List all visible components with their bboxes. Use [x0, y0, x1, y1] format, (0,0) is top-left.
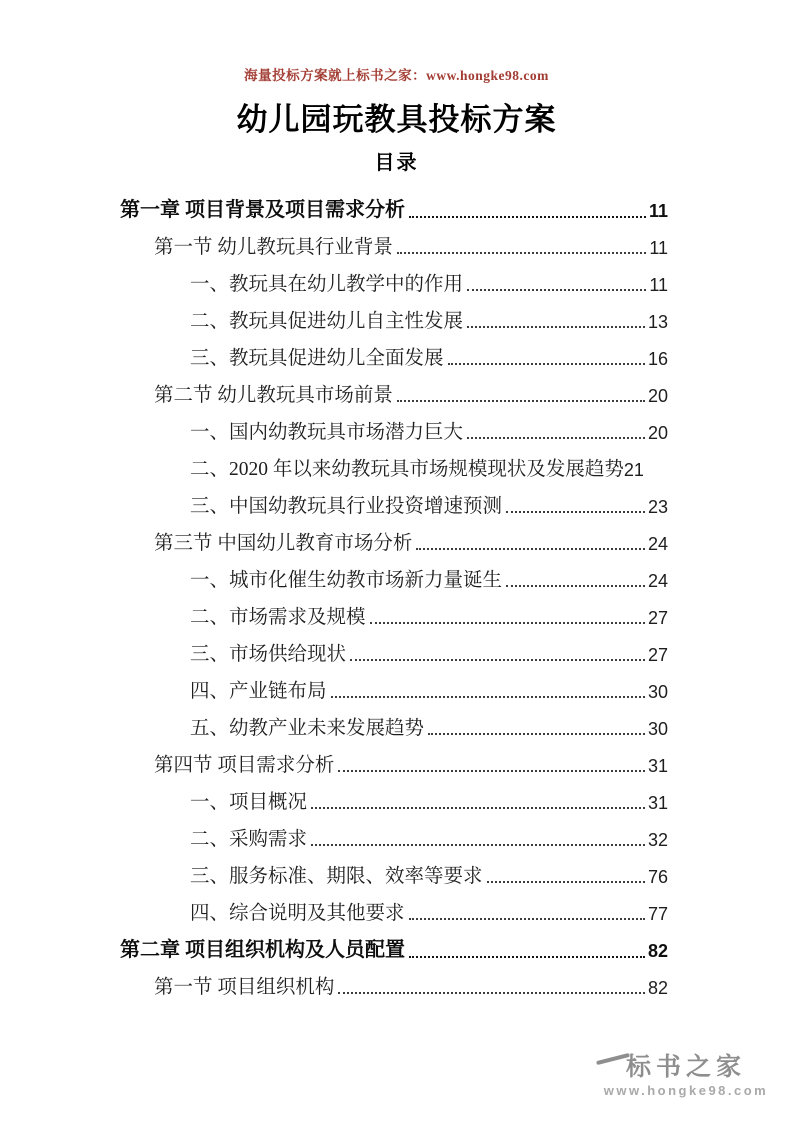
- toc-entry-label: 三、教玩具促进幼儿全面发展: [190, 347, 444, 369]
- dot-leader: [467, 437, 645, 439]
- toc-entry-label: 一、国内幼教玩具市场潜力巨大: [190, 421, 464, 443]
- dot-leader: [428, 733, 645, 735]
- dot-leader: [311, 844, 645, 846]
- toc-entry: [120, 703, 668, 740]
- watermark-url: www.hongke98.com: [603, 1083, 769, 1098]
- toc-entry-label: 五、幼教产业未来发展趋势: [190, 717, 425, 739]
- toc-entry: [120, 925, 668, 962]
- dot-leader: [331, 696, 645, 698]
- dot-leader: [467, 326, 645, 328]
- toc-entry-label: 二、市场需求及规模: [190, 606, 366, 628]
- dot-leader: [311, 807, 645, 809]
- toc-entry-label: 第一章 项目背景及项目需求分析: [120, 199, 405, 221]
- toc-entry-page: 11: [649, 238, 668, 259]
- toc-entry: [120, 481, 668, 518]
- toc-entry: [120, 888, 668, 925]
- toc-entry: [120, 592, 668, 629]
- dot-leader: [350, 659, 645, 661]
- toc-entry-label: 第三节 中国幼儿教育市场分析: [154, 532, 413, 554]
- dot-leader: [370, 622, 645, 624]
- toc-entry-label: 二、2020 年以来幼教玩具市场规模现状及发展趋势: [190, 458, 624, 480]
- toc-entry: [120, 740, 668, 777]
- toc-entry-page: 30: [647, 682, 668, 703]
- toc-entry: [120, 333, 668, 370]
- toc-entry: [120, 407, 668, 444]
- toc-entry-label: 四、综合说明及其他要求: [190, 902, 405, 924]
- table-of-contents: [120, 185, 668, 999]
- dot-leader: [409, 918, 645, 920]
- toc-entry: [120, 259, 668, 296]
- toc-entry-page: 16: [647, 349, 668, 370]
- toc-entry-label: 一、教玩具在幼儿教学中的作用: [190, 273, 464, 295]
- toc-entry: [120, 444, 668, 481]
- dot-leader: [397, 400, 645, 402]
- dot-leader: [409, 216, 646, 218]
- toc-entry-page: 13: [647, 312, 668, 333]
- toc-entry: [120, 777, 668, 814]
- toc-entry: [120, 370, 668, 407]
- toc-entry: [120, 666, 668, 703]
- toc-entry-page: 31: [647, 793, 668, 814]
- toc-entry-page: 23: [647, 497, 668, 518]
- toc-entry-label: 第二章 项目组织机构及人员配置: [120, 939, 405, 961]
- dot-leader: [338, 992, 645, 994]
- toc-entry: [120, 185, 668, 222]
- watermark: [601, 1054, 771, 1099]
- toc-entry-label: 第二节 幼儿教玩具市场前景: [154, 384, 393, 406]
- toc-entry-page: 30: [647, 719, 668, 740]
- toc-entry: [120, 629, 668, 666]
- toc-entry-page: 27: [647, 608, 668, 629]
- toc-entry-label: 第四节 项目需求分析: [154, 754, 335, 776]
- toc-entry-label: 第一节 项目组织机构: [154, 976, 335, 998]
- toc-heading: 目录: [374, 152, 419, 174]
- toc-entry-label: 三、中国幼教玩具行业投资增速预测: [190, 495, 503, 517]
- toc-entry-label: 二、采购需求: [190, 828, 308, 850]
- toc-entry-label: 四、产业链布局: [190, 680, 327, 702]
- dot-leader: [397, 252, 646, 254]
- toc-entry: [120, 851, 668, 888]
- dot-leader: [448, 363, 645, 365]
- dot-leader: [467, 289, 646, 291]
- pen-stroke-icon: [596, 1052, 630, 1064]
- toc-entry-page: 77: [647, 904, 668, 925]
- toc-entry-page: 24: [647, 571, 668, 592]
- document-title: 幼儿园玩教具投标方案: [236, 102, 557, 137]
- watermark-brand-text: 标书之家: [625, 1052, 746, 1081]
- toc-entry-label: 第一节 幼儿教玩具行业背景: [154, 236, 393, 258]
- toc-entry-page: 31: [647, 756, 668, 777]
- dot-leader: [338, 770, 645, 772]
- toc-entry-label: 二、教玩具促进幼儿自主性发展: [190, 310, 464, 332]
- toc-entry-page: 82: [647, 941, 668, 962]
- toc-entry-page: 11: [648, 201, 668, 222]
- dot-leader: [506, 511, 645, 513]
- toc-entry: [120, 518, 668, 555]
- toc-entry: [120, 962, 668, 999]
- toc-entry: [120, 222, 668, 259]
- toc-entry-page: 11: [649, 275, 668, 296]
- toc-entry-page: 32: [647, 830, 668, 851]
- toc-entry-page: 21: [623, 460, 644, 481]
- toc-entry-label: 一、城市化催生幼教市场新力量诞生: [190, 569, 503, 591]
- dot-leader: [506, 585, 645, 587]
- toc-entry-page: 76: [647, 867, 668, 888]
- toc-entry-page: 27: [647, 645, 668, 666]
- toc-entry-page: 20: [647, 386, 668, 407]
- toc-entry-label: 三、市场供给现状: [190, 643, 347, 665]
- watermark-brand: [626, 1054, 746, 1082]
- toc-entry: [120, 814, 668, 851]
- toc-entry-label: 一、项目概况: [190, 791, 308, 813]
- toc-entry-page: 20: [647, 423, 668, 444]
- toc-entry-page: 24: [647, 534, 668, 555]
- toc-entry-label: 三、服务标准、期限、效率等要求: [190, 865, 483, 887]
- dot-leader: [416, 548, 645, 550]
- toc-entry: [120, 555, 668, 592]
- toc-entry-page: 82: [647, 978, 668, 999]
- dot-leader: [409, 956, 645, 958]
- dot-leader: [487, 881, 645, 883]
- header-promo-text: 海量投标方案就上标书之家：www.hongke98.com: [244, 68, 549, 83]
- toc-entry: [120, 296, 668, 333]
